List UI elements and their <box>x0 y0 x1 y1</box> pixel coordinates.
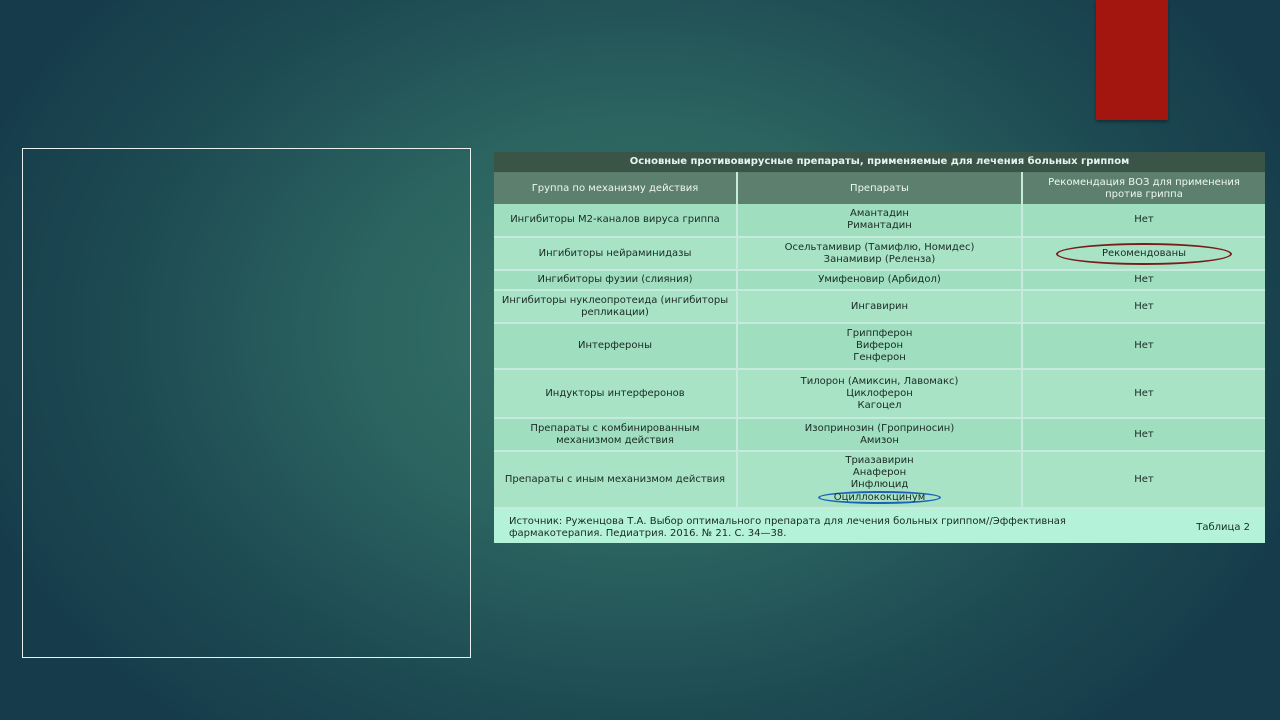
table-row <box>494 418 1265 451</box>
table-row <box>494 290 1265 323</box>
drug-name: Римантадин <box>847 220 912 231</box>
group-cell: Ингибиторы нуклеопротеида (ингибиторы репликации) <box>494 290 737 323</box>
who-cell: Нет <box>1022 204 1265 237</box>
who-cell: Нет <box>1022 290 1265 323</box>
drugs-cell <box>737 369 1022 418</box>
source-citation: Источник: Руженцова Т.А. Выбор оптимального препарата для лечения больных гриппом//Эффективная фармакотерапия. Педиатрия. 2016. № 21. С. 34—38. <box>509 516 1066 539</box>
drug-name: Занамивир (Реленза) <box>823 253 936 265</box>
drug-name: Генферон <box>853 352 906 363</box>
highlight-circle-blue: Оциллококцинум <box>818 491 942 504</box>
table-row <box>494 237 1265 270</box>
drug-name: Амизон <box>860 434 899 446</box>
group-cell: Препараты с комбинированным механизмом действия <box>494 418 737 451</box>
group-cell: Интерфероны <box>494 323 737 369</box>
drugs-cell <box>737 270 1022 290</box>
drugs-cell <box>737 323 1022 369</box>
drug-name: Ингавирин <box>850 300 909 312</box>
drug-name: Инфлюцид <box>850 479 909 490</box>
drug-name: Осельтамивир (Тамифлю, Номидес) <box>784 241 975 253</box>
group-cell: Ингибиторы фузии (слияния) <box>494 270 737 290</box>
who-cell: Нет <box>1022 451 1265 508</box>
antiviral-drugs-table <box>494 152 1265 543</box>
who-cell: Нет <box>1022 418 1265 451</box>
who-cell: Нет <box>1022 369 1265 418</box>
drug-name: Гриппферон <box>846 328 913 339</box>
table-row <box>494 369 1265 418</box>
drugs-cell <box>737 290 1022 323</box>
column-header-group: Группа по механизму действия <box>494 173 737 205</box>
drug-name: Тилорон (Амиксин, Лавомакс) <box>800 375 959 387</box>
table-row <box>494 451 1265 508</box>
drugs-cell <box>737 451 1022 508</box>
red-accent-tab <box>1096 0 1168 120</box>
drug-name: Виферон <box>855 340 904 351</box>
who-cell: Нет <box>1022 323 1265 369</box>
table-caption: Основные противовирусные препараты, применяемые для лечения больных гриппом <box>494 152 1265 173</box>
group-cell: Препараты с иным механизмом действия <box>494 451 737 508</box>
column-header-who-recommendation: Рекомендация ВОЗ для применения против гриппа <box>1022 173 1265 205</box>
table-footer <box>494 509 1265 543</box>
recommended-highlight-circle: Рекомендованы <box>1056 243 1232 265</box>
drugs-cell <box>737 204 1022 237</box>
drug-name: Анаферон <box>852 467 907 478</box>
drug-name <box>744 491 1015 504</box>
who-cell <box>1022 237 1265 270</box>
drug-name: Амантадин <box>850 208 909 219</box>
drug-name: Изопринозин (Гроприносин) <box>804 422 955 434</box>
table-row <box>494 323 1265 369</box>
group-cell: Ингибиторы нейраминидазы <box>494 237 737 270</box>
table-row <box>494 204 1265 237</box>
who-cell: Нет <box>1022 270 1265 290</box>
data-table <box>494 152 1265 509</box>
table-row <box>494 270 1265 290</box>
drugs-cell <box>737 237 1022 270</box>
column-header-drugs: Препараты <box>737 173 1022 205</box>
drug-name: Триазавирин <box>845 455 914 466</box>
group-cell: Ингибиторы М2-каналов вируса гриппа <box>494 204 737 237</box>
drugs-cell <box>737 418 1022 451</box>
drug-name: Умифеновир (Арбидол) <box>818 274 941 285</box>
table-number: Таблица 2 <box>1196 522 1250 533</box>
group-cell: Индукторы интерферонов <box>494 369 737 418</box>
drug-name: Циклоферон <box>846 387 913 399</box>
empty-image-placeholder <box>22 148 471 658</box>
drug-name: Кагоцел <box>857 399 902 411</box>
